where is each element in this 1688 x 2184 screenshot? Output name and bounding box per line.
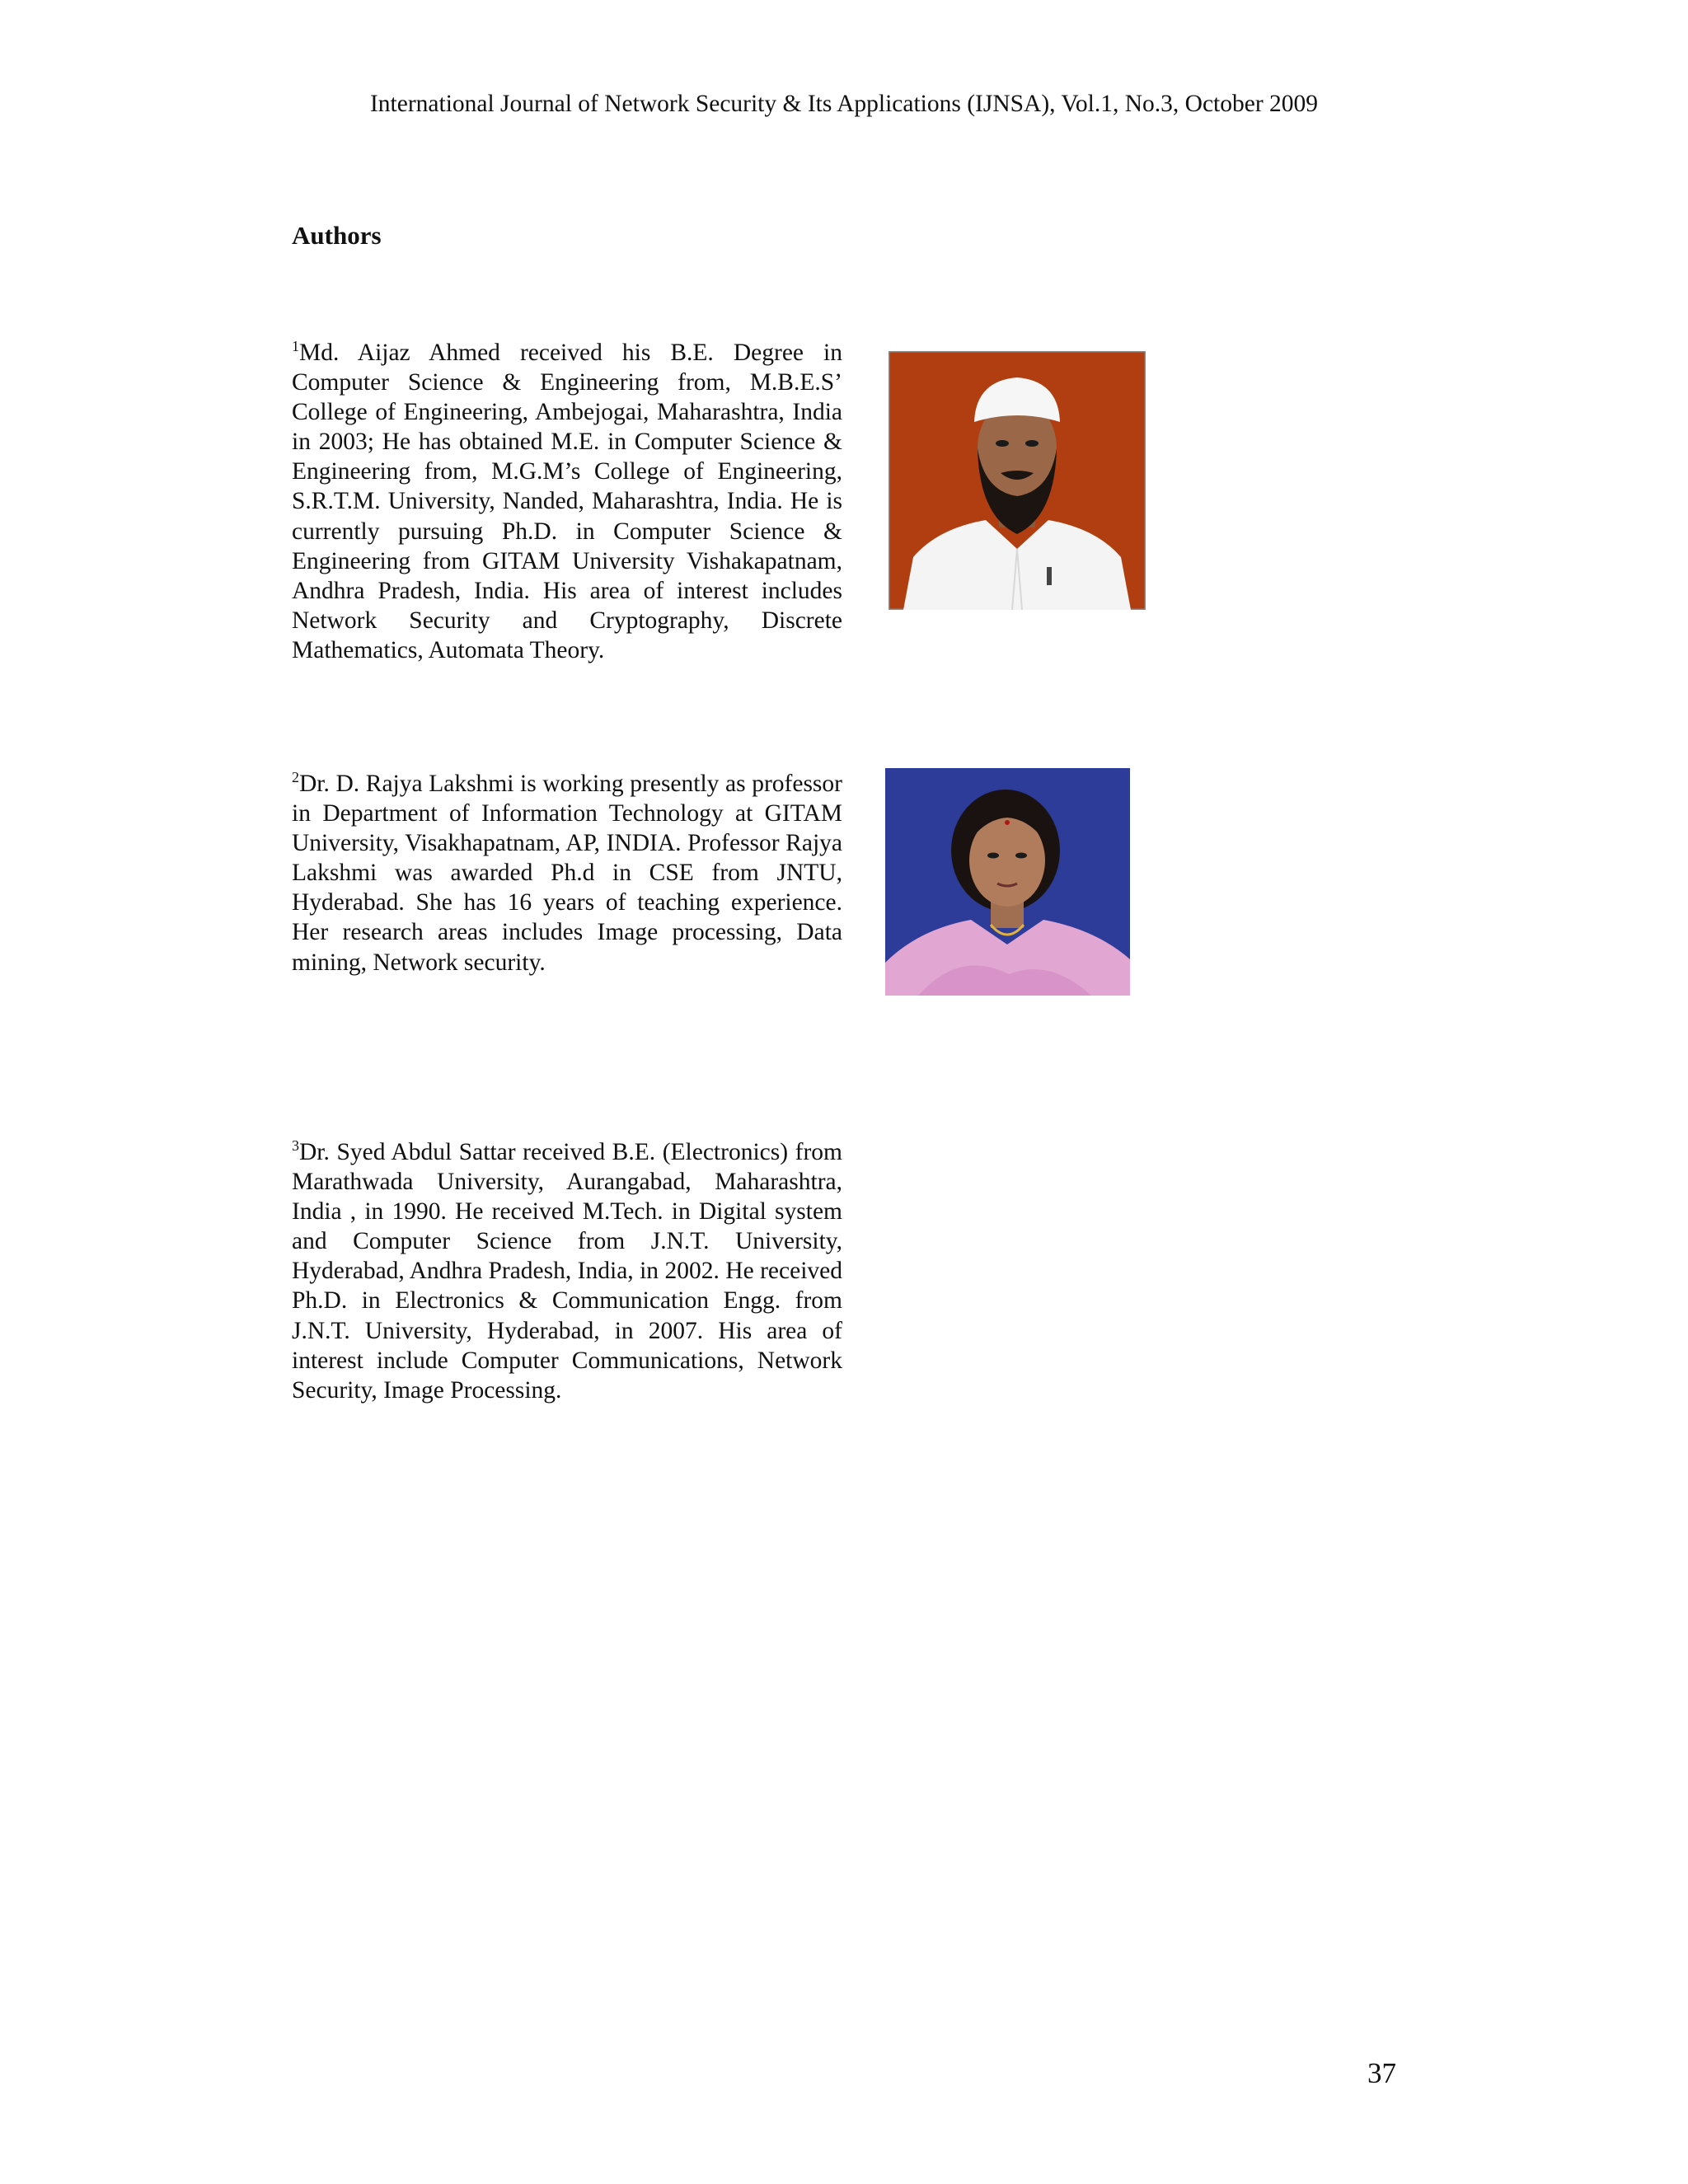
- running-header: International Journal of Network Security & Its Applications (IJNSA), Vol.1, No.3, October 2009: [369, 91, 1319, 117]
- author-marker-2: 2: [292, 769, 299, 785]
- author-photo-2: [885, 768, 1130, 996]
- page-number: 37: [1367, 2057, 1396, 2089]
- author-marker-3: 3: [292, 1137, 299, 1154]
- author-bio-2-text: Dr. D. Rajya Lakshmi is working presently as professor in Department of Information Technology at GITAM University, Visakhapatnam, AP, INDIA. Professor Rajya Lakshmi was awarded Ph.d in CSE from JNTU, Hyderabad. She has 16 years of teaching experience. Her research areas includes Image processing, Data mining, Network security.: [292, 771, 842, 976]
- author-bio-1: [292, 338, 842, 665]
- author-marker-1: 1: [292, 338, 299, 354]
- section-heading: Authors: [292, 221, 382, 250]
- author-bio-3-text: Dr. Syed Abdul Sattar received B.E. (Electronics) from Marathwada University, Aurangabad, Maharashtra, India , in 1990. He received M.Tech. in Digital system and Computer Science from J.N.T. University, Hyderabad, Andhra Pradesh, India, in 2002. He received Ph.D. in Electronics & Communication Engg. from J.N.T. University, Hyderabad, in 2007. His area of interest include Computer Communications, Network Security, Image Processing.: [292, 1139, 842, 1404]
- author-bio-2: [292, 769, 842, 977]
- author-photo-1: [889, 351, 1146, 610]
- author-bio-3: [292, 1137, 842, 1405]
- author-bio-1-text: Md. Aijaz Ahmed received his B.E. Degree in Computer Science & Engineering from, M.B.E.S’ College of Engineering, Ambejogai, Maharashtra, India in 2003; He has obtained M.E. in Computer Science & Engineering from, M.G.M’s College of Engineering, S.R.T.M. University, Nanded, Maharashtra, India. He is currently pursuing Ph.D. in Computer Science & Engineering from GITAM University Vishakapatnam, Andhra Pradesh, India. His area of interest includes Network Security and Cryptography, Discrete Mathematics, Automata Theory.: [292, 340, 842, 663]
